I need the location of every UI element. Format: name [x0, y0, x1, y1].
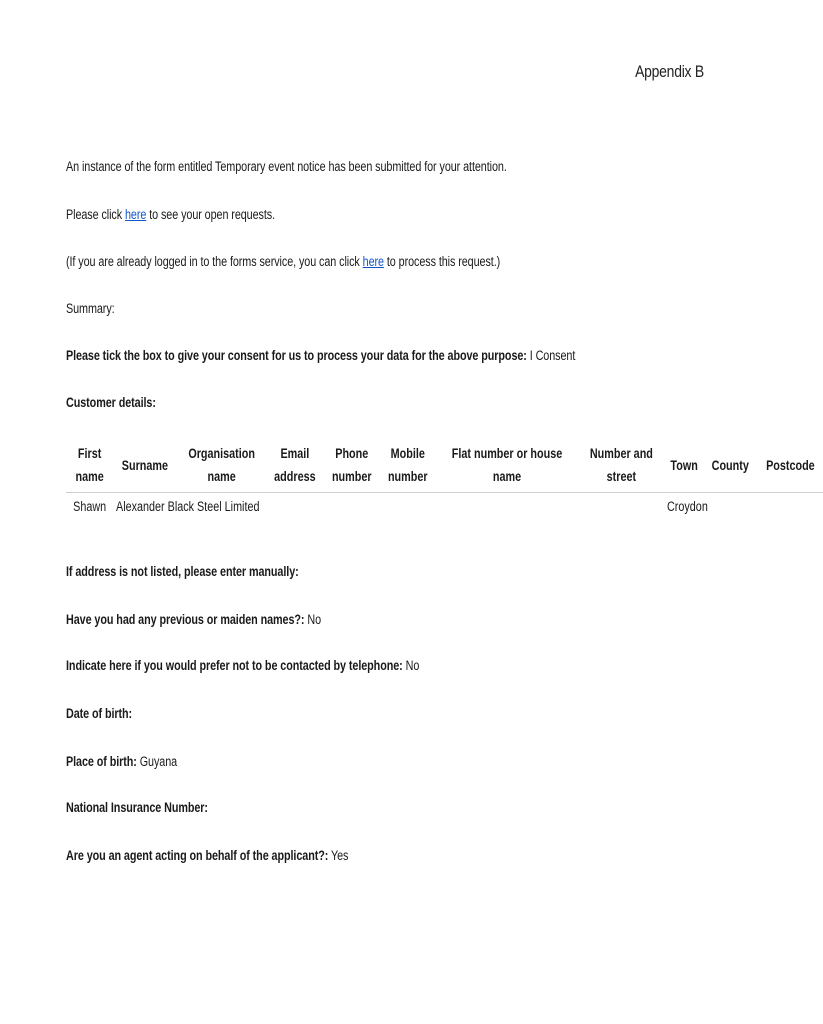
open-requests-line — [66, 207, 275, 222]
summary-label: Summary: — [66, 301, 115, 316]
cell-phone — [324, 493, 380, 522]
customer-details-label: Customer details: — [66, 395, 156, 410]
open-requests-suffix: to see your open requests. — [146, 207, 276, 222]
process-request-line — [66, 254, 500, 269]
col-organisation-name: Organisation name — [177, 440, 266, 493]
customer-details-heading — [66, 395, 156, 410]
col-postcode: Postcode — [757, 440, 823, 493]
ni-number-field — [66, 800, 208, 815]
previous-names-field — [66, 612, 321, 627]
cell-number-street — [579, 493, 664, 522]
telephone-preference-value: No — [402, 658, 420, 673]
open-requests-link[interactable]: here — [124, 207, 147, 222]
process-request-link[interactable]: here — [362, 254, 384, 269]
date-of-birth-field — [66, 706, 132, 721]
col-county: County — [704, 440, 757, 493]
previous-names-value: No — [304, 612, 322, 627]
appendix-heading: Appendix B — [635, 62, 704, 81]
telephone-preference-field — [66, 658, 419, 673]
consent-value: I Consent — [526, 348, 576, 363]
open-requests-prefix: Please click — [66, 207, 125, 222]
col-number-street: Number and street — [579, 440, 664, 493]
table-row — [66, 493, 823, 522]
manual-address-label: If address is not listed, please enter manually: — [66, 564, 299, 579]
agent-label: Are you an agent acting on behalf of the applicant?: — [66, 848, 329, 863]
cell-flat-house — [435, 493, 579, 522]
cell-first-name: Shawn — [73, 499, 107, 514]
intro-line — [66, 159, 507, 174]
process-request-prefix: (If you are already logged in to the forms service, you can click — [66, 254, 363, 269]
col-first-name: First name — [66, 440, 113, 493]
intro-text: An instance of the form entitled Temporary event notice has been submitted for your attention. — [66, 159, 507, 174]
col-town: Town — [664, 440, 704, 493]
cell-mobile — [380, 493, 436, 522]
date-of-birth-label: Date of birth: — [66, 706, 133, 721]
agent-value: Yes — [328, 848, 349, 863]
consent-label: Please tick the box to give your consent for us to process your data for the above purpose: — [66, 348, 527, 363]
col-mobile-number: Mobile number — [380, 440, 436, 493]
place-of-birth-field — [66, 754, 177, 769]
place-of-birth-label: Place of birth: — [66, 754, 137, 769]
process-request-suffix: to process this request.) — [383, 254, 501, 269]
ni-number-label: National Insurance Number: — [66, 800, 208, 815]
telephone-preference-label: Indicate here if you would prefer not to be contacted by telephone: — [66, 658, 403, 673]
col-surname: Surname — [113, 440, 177, 493]
customer-details-table — [66, 440, 823, 521]
manual-address-field — [66, 564, 299, 579]
col-flat-house: Flat number or house name — [435, 440, 579, 493]
previous-names-label: Have you had any previous or maiden names?: — [66, 612, 305, 627]
col-phone-number: Phone number — [324, 440, 380, 493]
cell-surname-organisation: Alexander Black Steel Limited — [116, 499, 260, 514]
consent-field — [66, 348, 575, 363]
agent-field — [66, 848, 348, 863]
place-of-birth-value: Guyana — [136, 754, 178, 769]
col-email-address: Email address — [266, 440, 324, 493]
cell-postcode — [757, 493, 823, 522]
table-header-row — [66, 440, 823, 493]
cell-town: Croydon — [666, 499, 708, 514]
